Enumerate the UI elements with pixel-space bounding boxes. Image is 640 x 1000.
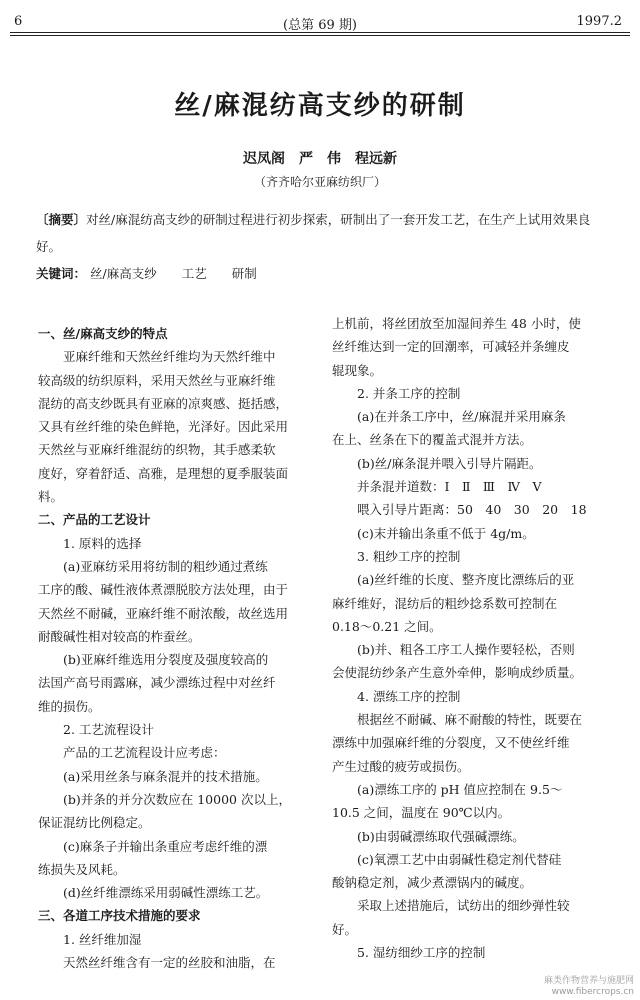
issue-number: (总第 69 期) [283,18,357,33]
article-title: 丝/麻混纺高支纱的研制 [174,91,466,121]
text-line: 维的损伤。 [38,698,101,714]
text-line: 上机前，将丝团放至加湿间养生 48 小时，使 [332,316,581,331]
text-line: 度好，穿着舒适、高雅，是理想的夏季服装面 [38,465,289,481]
text-line: 料。 [38,489,64,505]
abstract [36,206,606,260]
text-line: 漂练中加强麻纤维的分裂度，又不使丝纤维 [332,735,570,751]
abstract-text: 对丝/麻混纺高支纱的研制过程进行初步探索，研制出了一套开发工艺，在生产上试用效果良好。 [36,212,591,254]
text-line: (a)采用丝条与麻条混并的技术措施。 [63,768,268,784]
text-line: 喂入引导片距离：50 40 30 20 18 [357,502,587,518]
text-line: 10.5 之间，温度在 90℃以内。 [332,805,511,821]
text-line: (a)在并条工序中，丝/麻混并采用麻条 [357,409,566,425]
keywords [36,264,606,282]
text-line: (b)丝/麻条混并喂入引导片隔距。 [357,455,542,471]
text-line: 5. 湿纺细纱工序的控制 [357,945,486,961]
text-line: 1. 原料的选择 [63,535,142,551]
text-line: (b)并条的并分次数应在 10000 次以上， [63,791,291,807]
text-line: 亚麻纤维和天然丝纤维均为天然纤维中 [63,349,276,365]
text-line: 丝纤维达到一定的回潮率，可减轻并条缠皮 [332,339,570,355]
text-line: 工序的酸、碱性液体煮漂脱胶方法处理，由于 [38,582,289,598]
text-line: 练损失及风耗。 [38,861,126,877]
text-line: (b)由弱碱漂练取代强碱漂练。 [357,828,525,844]
right-column [332,312,617,964]
text-line: 2. 并条工序的控制 [357,385,461,401]
text-line: 酸钠稳定剂，减少煮漂锅内的碱度。 [332,875,533,891]
text-line: 3. 粗纱工序的控制 [357,548,461,564]
text-line: 产品的工艺流程设计应考虑： [63,745,226,761]
text-line: (c)末并输出条重不低于 4g/m。 [357,525,535,541]
text-line: (a)漂练工序的 pH 值应控制在 9.5～ [357,781,563,797]
affiliation: （齐齐哈尔亚麻纺织厂） [253,175,386,189]
text-line: 根据丝不耐碱、麻不耐酸的特性，既要在 [357,712,583,728]
abstract-label: 〔摘要〕 [36,212,87,227]
text-line: (a)亚麻纺采用将纺制的粗纱通过煮练 [63,558,268,574]
text-line: 1. 丝纤维加湿 [63,931,142,947]
text-line: 一、丝/麻高支纱的特点 [38,326,168,341]
text-line: 并条混并道数：Ⅰ Ⅱ Ⅲ Ⅳ Ⅴ [357,479,542,495]
text-line: 产生过酸的疲劳或损伤。 [332,758,470,774]
text-line: 又具有丝纤维的染色鲜艳，光泽好。因此采用 [38,419,289,435]
text-line: 二、产品的工艺设计 [38,512,151,528]
text-line: 4. 漂练工序的控制 [357,688,461,704]
text-line: 较高级的纺织原料，采用天然丝与亚麻纤维 [38,372,276,388]
text-line: 好。 [332,921,358,937]
text-line: (b)并、粗各工序工人操作要轻松，否则 [357,642,575,658]
text-line: (d)丝纤维漂练采用弱碱性漂练工艺。 [63,885,269,901]
watermark [544,976,634,998]
text-line: 2. 工艺流程设计 [63,722,154,738]
text-line: (b)亚麻纤维选用分裂度及强度较高的 [63,652,269,668]
text-line: 天然丝不耐碱，亚麻纤维不耐浓酸，故丝选用 [38,605,289,621]
text-line: 在上、丝条在下的覆盖式混并方法。 [332,432,533,448]
text-line: 天然丝与亚麻纤维混纺的织物，其手感柔软 [38,442,276,458]
text-line: 0.18～0.21 之间。 [332,618,442,634]
text-line: 保证混纺比例稳定。 [38,815,151,831]
text-line: 混纺的高支纱既具有亚麻的凉爽感、挺括感， [38,395,289,411]
text-line: 麻纤维好，混纺后的粗纱捻系数可控制在 [332,595,558,611]
watermark-line-2: www.fibercrops.cn [551,987,634,997]
text-line: (a)丝纤维的长度、整齐度比漂练后的亚 [357,572,575,588]
text-line: 天然丝纤维含有一定的丝胶和油脂，在 [63,955,276,971]
text-line: 三、各道工序技术措施的要求 [38,908,201,924]
text-line: 法国产高号雨露麻，减少漂练过程中对丝纤 [38,675,276,691]
issue-date: 1997.2 [576,14,622,29]
left-column [38,322,310,974]
text-line: 辊现象。 [332,362,383,378]
keywords-value: 丝/麻高支纱 工艺 研制 [90,266,257,281]
text-line: 采取上述措施后，试纺出的细纱弹性较 [357,898,570,914]
text-line: 会使混纺纱条产生意外牵伸，影响成纱质量。 [332,665,583,681]
text-line: (c)麻条子并输出条重应考虑纤维的漂 [63,838,268,854]
header-rule [10,32,630,33]
page-header [0,6,640,33]
watermark-line-1: 麻类作物营养与施肥网 [543,976,634,986]
keywords-label: 关键词： [36,266,87,281]
header-rule-thin [10,35,630,36]
page-number: 6 [14,14,23,29]
text-line: 耐酸碱性相对较高的柞蚕丝。 [38,628,201,644]
author-list: 迟凤阁 严 伟 程远新 [243,151,397,167]
text-line: (c)氧漂工艺中由弱碱性稳定剂代替硅 [357,851,562,867]
